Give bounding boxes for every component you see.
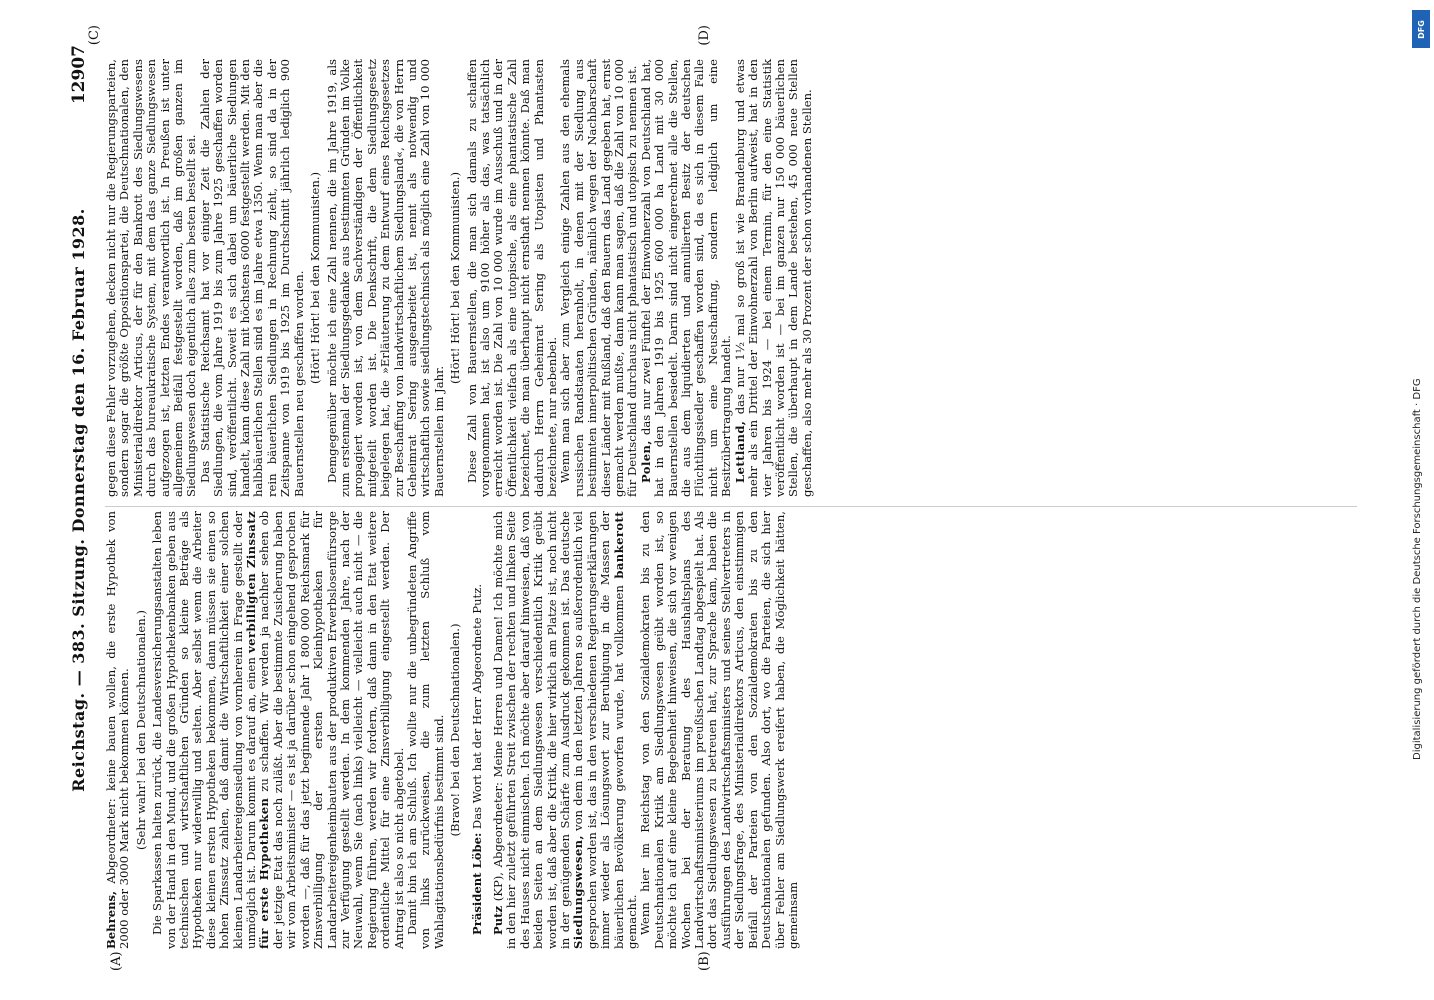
emphasis: bankerott bbox=[611, 511, 626, 579]
paragraph: Damit bin ich am Schluß. Ich wollte nur die unbegründeten Angriffe von links zurückweisen, die zum letzten Schluß vom Wahlagitationsbedürfnis bestimmt sind. bbox=[404, 511, 446, 949]
funding-notice: Digitalisierung gefördert durch die Deutsche Forschungsgemeinschaft · DFG bbox=[1412, 378, 1423, 760]
paragraph bbox=[471, 511, 484, 949]
paragraph-text: von dem in den letzten Jahren so außerordentlich viel gesprochen worden ist, das in den verschiedenen Regierungserklärungen immer wieder als Lösungswort zur Beruhigung in die Massen der bäuerlichen Bevölkerung geworfen wurde, hat vollkommen bbox=[571, 511, 626, 949]
paragraph-text: das nur zwei Fünftel der Einwohnerzahl von Deutschland hat, hat in den Jahren 1919 bis 1925 600 000 ha Land mit 30 000 Bauernstellen besiedelt. Darin sind nicht eingerechnet alle die Stellen, die aus dem liquidierten und annullierten Besitz der deutschen Flüchtlingssiedler geschaffen worden sind, da es sich in diesem Falle nicht um eine Neuschaffung, sondern lediglich um eine Besitzübertragung handelt. bbox=[638, 59, 734, 497]
margin-letter-b: (B) bbox=[697, 951, 712, 971]
interjection: (Bravo! bei den Deutschnationalen.) bbox=[448, 623, 463, 837]
page-header bbox=[69, 45, 95, 955]
paragraph: Das Statistische Reichsamt hat vor einiger Zeit die Zahlen der Siedlungen, die vom Jahre 1919 bis zum Jahre 1925 geschaffen worden sind, veröffentlicht. Soweit es sich dabei um bäuerliche Siedlungen handelt, kann diese Zahl mit höchstens 6000 festgestellt werden. Mit den halbbäuerlichen Stellen sind es im Jahre etwa 1350. Wenn man aber die rein bäuerlichen Siedlungen in Rechnung zieht, so sind da in der Zeitspanne von 1919 bis 1925 im Durchschnitt jährlich lediglich 900 Bauernstellen neu geschaffen worden. bbox=[197, 59, 306, 497]
margin-letter-c: (C) bbox=[87, 25, 102, 46]
left-column bbox=[105, 511, 800, 949]
paragraph-text: (KP), Abgeordneter: Meine Herren und Damen! Ich möchte mich in den hier zuletzt geführten Streit zwischen der rechten und linken Seite des Hauses nicht einmischen. Ich möchte aber darauf hinweisen, daß von beiden Seiten an dem Siedlungswesen verschiedentlich Kritik geübt worden ist, daß aber die Kritik, die hier wirklich am Platze ist, noch nicht in der genügenden Schärfe zum Ausdruck gekommen ist. Das deutsche bbox=[490, 511, 572, 949]
speaker-name: Putz bbox=[490, 905, 505, 935]
emphasis: Lettland, bbox=[732, 420, 747, 483]
logo-text: DFG bbox=[1416, 19, 1426, 39]
paragraph-text: Die Sparkassen halten zurück, die Landesversicherungsanstalten leben von der Hand in den Mund, und die großen Hypothekenbanken geben aus technischen und wirtschaftlichen Gründen so kleine Beträge als Hypotheken nur widerwillig und selten. Aber selbst wenn die Arbeiter diese kleinen ersten Hypotheken bekommen, dann müssen sie einen so hohen Zinssatz zahlen, daß damit die Wirtschaftlichkeit einer solchen kleinen Landarbeitereigensiedlung von vornherein in Frage gestellt oder unmöglich ist. Darum kommt es darauf an, einen bbox=[150, 511, 259, 949]
scanned-page bbox=[57, 25, 1377, 975]
interjection: (Hört! Hört! bei den Kommunisten.) bbox=[448, 172, 463, 385]
paragraph-text: zu schaffen. Wir werden ja nachher sehen ob der jetzige Etat das noch zuläßt. Aber die bestimmte Zusicherung haben wir vom Arbeitsminister — es ist ja darüber schon eingehend gesprochen worden —, daß für das jetzt beginnende Jahr 1 800 000 Reichsmark für Zinsverbilligung der ersten Kleinhypotheken für Landarbeitereigenheimbauten aus der produktiven Erwerbslosenfürsorge zur Verfügung gestellt werden. In dem kommenden Jahre, nach der Neuwahl, wenn Sie (nach links) vielleicht — vielleicht auch nicht — die Regierung führen, werden wir fordern, daß dann in den Etat weitere ordentliche Mittel für eine Zinsverbilligung eingestellt werden. Der Antrag ist also so nicht abgetobel. bbox=[257, 510, 406, 949]
dfg-logo bbox=[1412, 10, 1430, 48]
speaker-role: Abgeordneter: bbox=[104, 798, 118, 884]
emphasis: Polen, bbox=[638, 440, 653, 483]
paragraph bbox=[105, 511, 132, 949]
margin-letter-a: (A) bbox=[109, 951, 124, 971]
margin-letter-d: (D) bbox=[697, 25, 712, 46]
paragraph: Wenn hier im Reichstag von den Sozialdemokraten bis zu den Deutschnationalen Kritik am Siedlungswesen geübt worden ist, so möchte ich auf eine kleine Begebenheit hinweisen, die sich vor wenigen Wochen bei der Beratung des Haushaltsplans des Landwirtschaftsministeriums im preußischen Landtag abgespielt hat. Als dort das Siedlungswesen zu betreuen hat, zur Sprache kam, haben die Ausführungen des Landwirtschaftsministers und seines Stellvertreters in der Siedlungsfrage, des Ministerialdirektors Articus, den einstimmigen Beifall der Parteien von den Sozialdemokraten bis zu den Deutschnationalen gefunden. Also dort, wo die Parteien, die sich hier über Fehler am Siedlungswerk ereifert haben, die Möglichkeit hätten, gemeinsam bbox=[638, 511, 800, 949]
paragraph-text: das nur 1½ mal so groß ist wie Brandenburg und etwas mehr als ein Drittel der Einwohnerzahl von Berlin aufweist, hat in den vier Jahren bis 1924 — bei einem Termin, für den eine Statistik veröffentlicht worden ist — bei im ganzen nur 150 000 bäuerlichen Stellen, die überhaupt in dem Lande bestehen, 45 000 neue Stellen geschaffen, also mehr als 30 Prozent der schon vorhandenen Stellen. bbox=[732, 59, 814, 497]
paragraph bbox=[734, 59, 814, 497]
emphasis: Siedlungswesen, bbox=[571, 835, 586, 949]
paragraph bbox=[151, 511, 406, 949]
paragraph bbox=[492, 511, 639, 949]
running-title: Reichstag. — 383. Sitzung. Donnerstag den 16. Februar 1928. bbox=[69, 208, 88, 792]
interjection: (Hört! Hört! bei den Kommunisten.) bbox=[308, 172, 323, 385]
interjection: (Sehr wahr! bei den Deutschnationalen.) bbox=[133, 610, 148, 850]
speaker-name: Behrens, bbox=[104, 890, 118, 949]
paragraph: Wenn man sich aber zum Vergleich einige Zahlen aus den ehemals russischen Randstaaten heranholt, in denen mit der Siedlung aus bestimmten innerpolitischen Gründen, nämlich wegen der Nachbarschaft dieser Länder mit Rußland, daß den Bauern das Land gegeben hat, ernst gemacht werden mußte, dann kann man sagen, daß die Zahl von 10 000 für Deutschland durchaus nicht phantastisch und utopisch zu nennen ist. bbox=[558, 59, 640, 497]
right-column bbox=[105, 59, 814, 497]
page-number: 12907 bbox=[69, 45, 89, 105]
paragraph bbox=[640, 59, 734, 497]
column-divider bbox=[105, 506, 1357, 507]
funding-sidebar bbox=[1410, 0, 1434, 1000]
emphasis: verbilligten Zinssatz für erste Hypotheken bbox=[244, 510, 272, 949]
paragraph-text: Das Wort hat der Herr Abgeordnete Putz. bbox=[469, 583, 484, 830]
speaker-name: Präsident Löbe: bbox=[469, 832, 484, 935]
paragraph: Demgegenüber möchte ich eine Zahl nennen, die im Jahre 1919, als zum erstenmal der Siedlungsgedanke aus bestimmten Gründen im Volke propagiert worden ist, von dem Sachverständigen der Öffentlichkeit mitgeteilt worden ist. Die Denkschrift, die dem Siedlungsgesetz beigelegen hat, die »Erläuterung zu dem Entwurf eines Reichsgesetzes zur Beschaffung von landwirtschaftlichem Siedlungsland«, die von Herrn Geheimrat Sering ausgearbeitet ist, nennt als notwendig und wirtschaftlich sowie siedlungstechnisch als möglich eine Zahl von 10 000 Bauernstellen im Jahr. bbox=[324, 59, 446, 497]
paragraph-text: keine bauen wollen, die erste Hypothek von 2000 oder 3000 Mark nicht bekommen können. bbox=[104, 511, 132, 949]
paragraph: gegen diese Fehler vorzugehen, decken nicht nur die Regierungsparteien, sondern sogar die größte Oppositionspartei, die Deutschnationalen, den Ministerialdirektor Articus, der für den Bankrott des Siedlungswesens durch das bureaukratische System, mit dem das ganze Siedlungswesen aufgezogen ist, letzten Endes verantwortlich ist. In Preußen ist unter allgemeinem Beifall festgestellt worden, daß im großen ganzen im Siedlungswesen doch eigentlich alles zum besten bestellt sei. bbox=[104, 59, 199, 497]
paragraph-text: gemacht. bbox=[625, 894, 640, 949]
paragraph: Diese Zahl von Bauernstellen, die man sich damals zu schaffen vorgenommen hat, ist also um 9100 höher als das, was tatsächlich erreicht worden ist. Die Zahl von 10 000 wurde im Ausschuß und in der Öffentlichkeit vielfach als eine utopische, als eine phantastische Zahl bezeichnet, die man überhaupt nicht ernsthaft nennen könnte. Daß man dadurch Herrn Geheimrat Sering als Utopisten und Phantasten bezeichnete, nur nebenbei. bbox=[464, 59, 559, 497]
